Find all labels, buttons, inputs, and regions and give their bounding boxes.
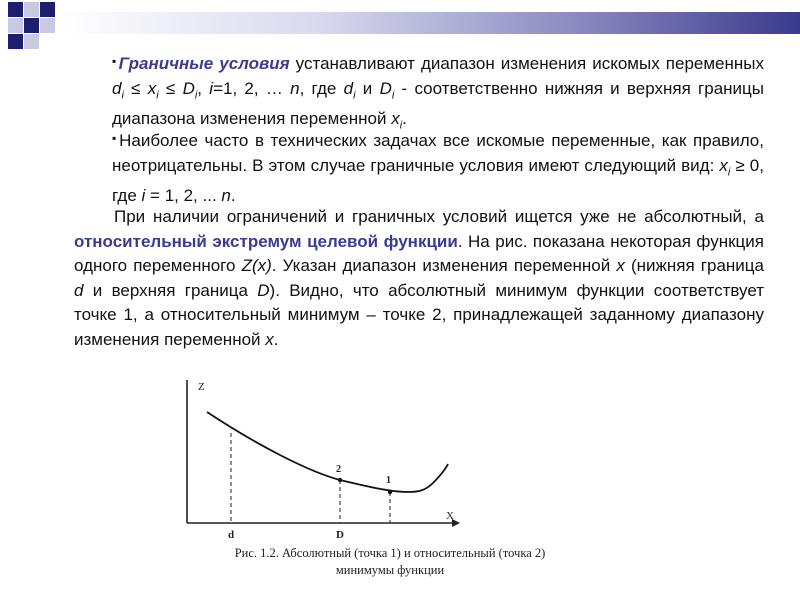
paragraph-relative-extremum xyxy=(74,205,764,352)
text: Наиболее часто в технических задачах все искомые переменные, как правило, неотрицательны. В этом случае граничные условия имеют следующий вид: xyxy=(112,131,764,175)
d-label: d xyxy=(228,529,235,541)
var-n: n xyxy=(290,78,300,98)
var-D: D xyxy=(257,280,270,300)
figure-caption xyxy=(180,545,600,579)
var-n: n xyxy=(221,186,231,206)
text: и верхняя граница xyxy=(83,280,258,300)
text: , xyxy=(197,78,210,98)
point-2-marker xyxy=(338,478,342,482)
var-d: d xyxy=(74,280,84,300)
text: =1, 2, … xyxy=(213,78,291,98)
function-figure xyxy=(160,372,620,552)
point-1-label: 1 xyxy=(386,475,391,486)
point-2-label: 2 xyxy=(336,464,341,475)
caption-line-1: Рис. 1.2. Абсолютный (точка 1) и относительный (точка 2) xyxy=(234,546,546,560)
sub-i: i xyxy=(194,88,198,101)
sub-i: i xyxy=(391,88,395,101)
text: ). Видно, что абсолютный минимум функции соответствует точке 1, а относительный минимум – точке 2, принадлежащей заданному диапазону изменения переменной xyxy=(74,280,765,349)
var-x: x xyxy=(616,256,625,275)
text: При наличии ограничений и граничных условий ищется уже не абсолютный, а xyxy=(114,207,764,226)
text: (нижняя граница xyxy=(624,256,764,275)
header-gradient-bar xyxy=(60,12,800,34)
var-D: D xyxy=(182,78,195,98)
text: . Указан диапазон изменения переменной xyxy=(271,256,617,275)
term-boundary-conditions: Граничные условия xyxy=(118,54,290,73)
point-1-marker xyxy=(388,490,392,494)
text: ≥ 0, где xyxy=(112,155,764,206)
text: - соответственно нижняя и верхняя границы диапазона изменения переменной xyxy=(112,78,764,129)
caption-line-2: минимумы функции xyxy=(335,563,445,577)
text: устанавливают диапазон изменения искомых переменных xyxy=(289,54,764,73)
sub-i: i xyxy=(353,88,356,101)
var-x: x xyxy=(265,329,274,349)
var-d: d xyxy=(112,78,122,98)
sub-i: i xyxy=(399,119,403,132)
paragraph-boundary-conditions xyxy=(112,49,764,138)
text: . xyxy=(273,329,279,349)
var-d: d xyxy=(343,78,354,98)
var-zx: Z(x) xyxy=(241,256,272,275)
text: = 1, 2, ... xyxy=(145,186,222,206)
text: ≤ xyxy=(158,78,183,98)
text: ≤ xyxy=(123,78,148,98)
bullet-icon: ▪ xyxy=(112,54,118,68)
var-D: D xyxy=(379,78,392,98)
var-i: i xyxy=(209,78,214,98)
paragraph-nonnegative xyxy=(112,126,764,209)
sub-i: i xyxy=(727,165,731,178)
D-label: D xyxy=(336,529,344,541)
bullet-icon: ▪ xyxy=(112,131,119,145)
text: . xyxy=(402,109,407,129)
sub-i: i xyxy=(156,88,159,101)
x-axis-label: X xyxy=(446,510,454,522)
z-axis-label: Z xyxy=(198,381,205,393)
function-curve xyxy=(207,412,448,492)
text: и xyxy=(355,78,380,98)
var-i: i xyxy=(141,186,146,206)
var-x: x xyxy=(391,109,400,129)
var-x: x xyxy=(147,78,157,98)
term-relative-extremum: относительный экстремум целевой функции xyxy=(74,231,458,251)
var-x: x xyxy=(719,155,728,175)
sub-i: i xyxy=(121,88,124,101)
text: . На рис. показана некоторая функция одного переменного xyxy=(74,231,764,275)
text: . xyxy=(230,186,236,206)
text: , где xyxy=(299,78,344,98)
